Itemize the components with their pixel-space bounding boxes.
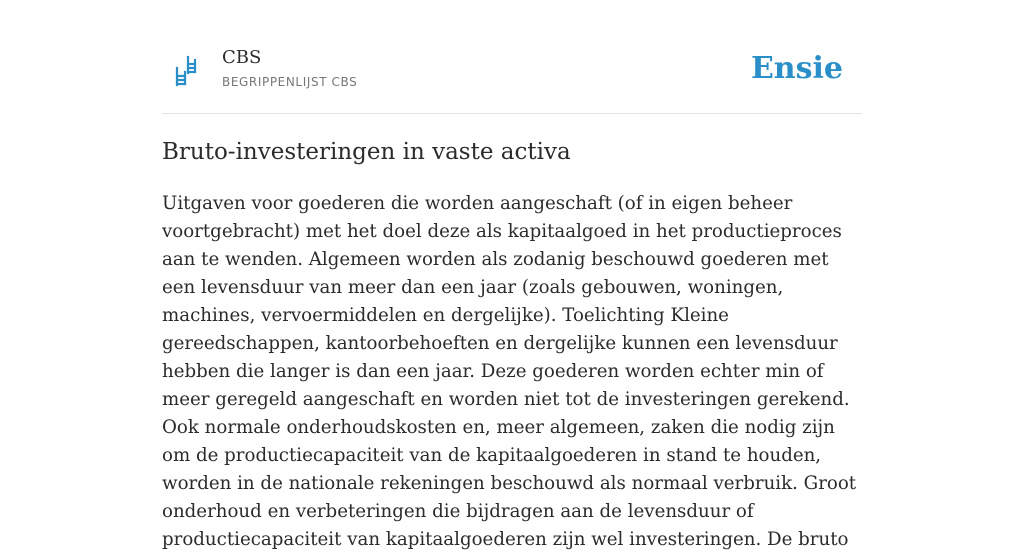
ensie-brand-logo[interactable]: Ensie	[750, 51, 843, 86]
cbs-logo-icon[interactable]	[174, 54, 198, 86]
term-definition: Uitgaven voor goederen die worden aangeschaft (of in eigen beheer voortgebracht) met het doel deze als kapitaalgoed in het productieproces aan te wenden. Algemeen worden als zodanig beschouwd goederen met een levensduur van meer dan een jaar (zoals gebouwen, woningen, machines, vervoermiddelen en dergelijke). Toelichting Kleine gereedschappen, kantoorbehoeften en dergelijke kunnen een levensduur hebben die langer is dan een jaar. Deze goederen worden echter min of meer geregeld aangeschaft en worden niet tot de investeringen gerekend. Ook normale onderhoudskosten en, meer algemeen, zaken die nodig zijn om de productiecapaciteit van de kapitaalgoederen in stand te houden, worden in de nationale rekeningen beschouwd als normaal verbruik. Groot onderhoud en verbeteringen die bijdragen aan de levensduur of productiecapaciteit van kapitaalgoederen zijn wel investeringen. De bruto	[162, 193, 857, 550]
definition-card	[162, 0, 862, 550]
org-subtitle[interactable]: BEGRIPPENLIJST CBS	[222, 75, 358, 89]
term-title: Bruto-investeringen in vaste activa	[162, 139, 571, 165]
card-header	[162, 0, 862, 114]
org-name[interactable]: CBS	[222, 47, 262, 68]
